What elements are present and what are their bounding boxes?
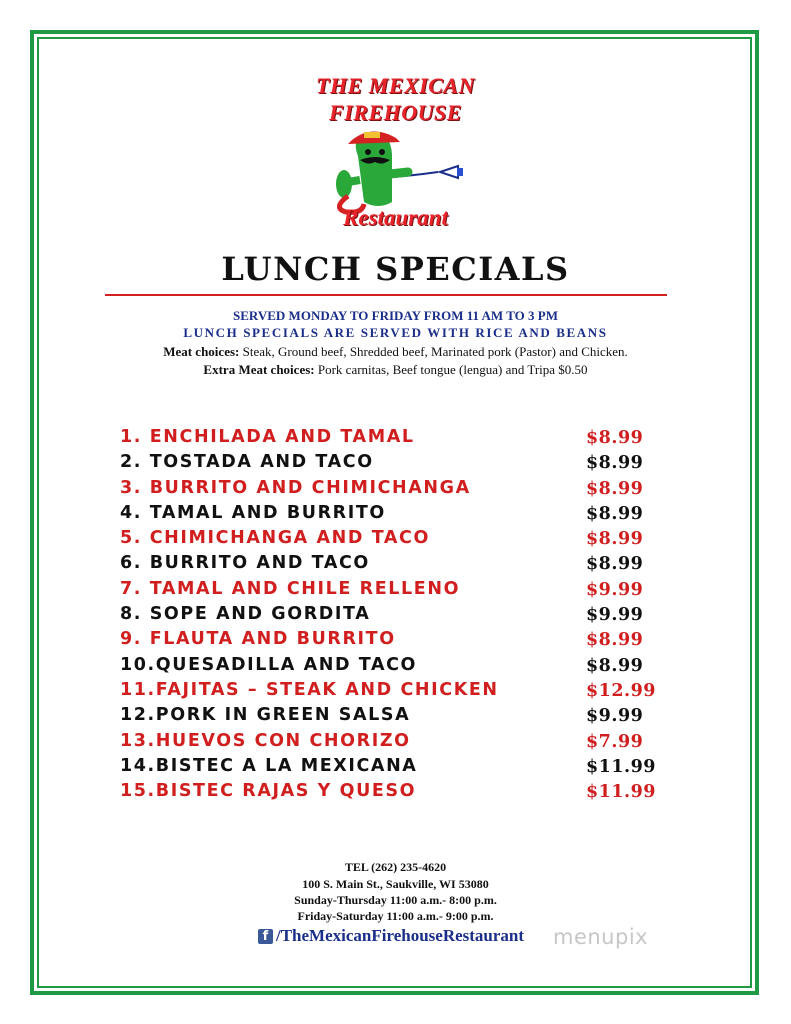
menu-item-name: 15.BISTEC RAJAS Y QUESO — [120, 781, 417, 802]
menu-item — [120, 655, 660, 680]
menu-item — [120, 579, 660, 604]
menu-item-name: 13.HUEVOS CON CHORIZO — [120, 730, 411, 751]
meat-choices-label: Meat choices: — [163, 344, 240, 359]
menu-item-name: 1. ENCHILADA AND TAMAL — [120, 427, 415, 447]
hours-sun-thu: Sunday-Thursday 11:00 a.m.- 8:00 p.m. — [294, 893, 497, 907]
menu-item-price: $9.99 — [586, 706, 644, 727]
menu-item-price: $8.99 — [586, 428, 644, 448]
menu-item-price: $11.99 — [586, 756, 656, 777]
menu-item — [120, 528, 660, 553]
menu-list — [120, 427, 660, 806]
logo-line-1: THE MEXICAN — [316, 73, 475, 98]
hours-fri-sat: Friday-Saturday 11:00 a.m.- 9:00 p.m. — [297, 909, 494, 923]
menu-item-name: 6. BURRITO AND TACO — [120, 553, 370, 574]
facebook-handle[interactable]: /TheMexicanFirehouseRestaurant — [276, 926, 525, 945]
menu-item-name: 5. CHIMICHANGA AND TACO — [120, 528, 430, 549]
cactus-firefighter-mascot-icon — [320, 126, 480, 216]
menu-item-price: $9.99 — [586, 579, 644, 600]
menu-item-name: 11.FAJITAS – STEAK AND CHICKEN — [120, 679, 499, 700]
page-title: LUNCH SPECIALS — [221, 250, 570, 288]
extra-meat-value: Pork carnitas, Beef tongue (lengua) and Tripa $0.50 — [314, 362, 588, 377]
menu-item — [120, 503, 660, 528]
meat-choices-value: Steak, Ground beef, Shredded beef, Marinated pork (Pastor) and Chicken. — [239, 344, 628, 359]
restaurant-logo-name — [0, 72, 791, 126]
menu-item — [120, 452, 660, 477]
menu-item-name: 9. FLAUTA AND BURRITO — [120, 629, 396, 650]
menu-item — [120, 629, 660, 654]
menu-item-name: 2. TOSTADA AND TACO — [120, 452, 374, 473]
menu-item-name: 10.QUESADILLA AND TACO — [120, 654, 418, 675]
menu-item-price: $8.99 — [586, 529, 644, 550]
extra-meat-label: Extra Meat choices: — [203, 362, 315, 377]
menu-item-price: $11.99 — [586, 782, 656, 803]
menu-item-price: $8.99 — [586, 630, 644, 651]
menu-item — [120, 756, 660, 781]
menu-item — [120, 731, 660, 756]
menupix-watermark: menupix — [553, 925, 649, 949]
menu-item — [120, 478, 660, 503]
phone-number: TEL (262) 235-4620 — [344, 860, 447, 874]
menu-item — [120, 781, 660, 806]
menu-item-price: $8.99 — [586, 655, 644, 676]
address: 100 S. Main St., Saukville, WI 53080 — [302, 877, 489, 891]
menu-item-price: $7.99 — [586, 731, 644, 752]
meat-choices — [0, 344, 791, 360]
menu-item-name: 12.PORK IN GREEN SALSA — [120, 705, 411, 726]
menu-item-price: $8.99 — [586, 478, 644, 499]
menu-item-name: 7. TAMAL AND CHILE RELLENO — [120, 578, 461, 599]
menu-item — [120, 604, 660, 629]
menu-item-name: 4. TAMAL AND BURRITO — [120, 502, 386, 523]
served-hours-note: SERVED MONDAY TO FRIDAY FROM 11 AM TO 3 PM — [233, 308, 558, 323]
menu-item-price: $9.99 — [586, 605, 644, 626]
menu-item-name: 14.BISTEC A LA MEXICANA — [120, 755, 418, 776]
logo-restaurant-label: Restaurant — [343, 205, 448, 230]
menu-item-name: 3. BURRITO AND CHIMICHANGA — [120, 477, 471, 498]
sides-note: LUNCH SPECIALS ARE SERVED WITH RICE AND BEANS — [183, 325, 608, 340]
menu-item — [120, 427, 660, 452]
logo-line-2: FIREHOUSE — [329, 100, 462, 125]
menu-item-price: $12.99 — [586, 680, 656, 701]
extra-meat-choices — [0, 362, 791, 378]
menu-item — [120, 553, 660, 578]
menu-item-price: $8.99 — [586, 554, 644, 575]
menu-item — [120, 680, 660, 705]
menu-item-price: $8.99 — [586, 453, 644, 474]
facebook-icon: f — [258, 929, 273, 944]
title-divider — [105, 294, 667, 296]
menu-item-name: 8. SOPE AND GORDITA — [120, 604, 371, 625]
facebook-link[interactable] — [258, 925, 524, 947]
menu-item-price: $8.99 — [586, 503, 644, 524]
menu-item — [120, 705, 660, 730]
